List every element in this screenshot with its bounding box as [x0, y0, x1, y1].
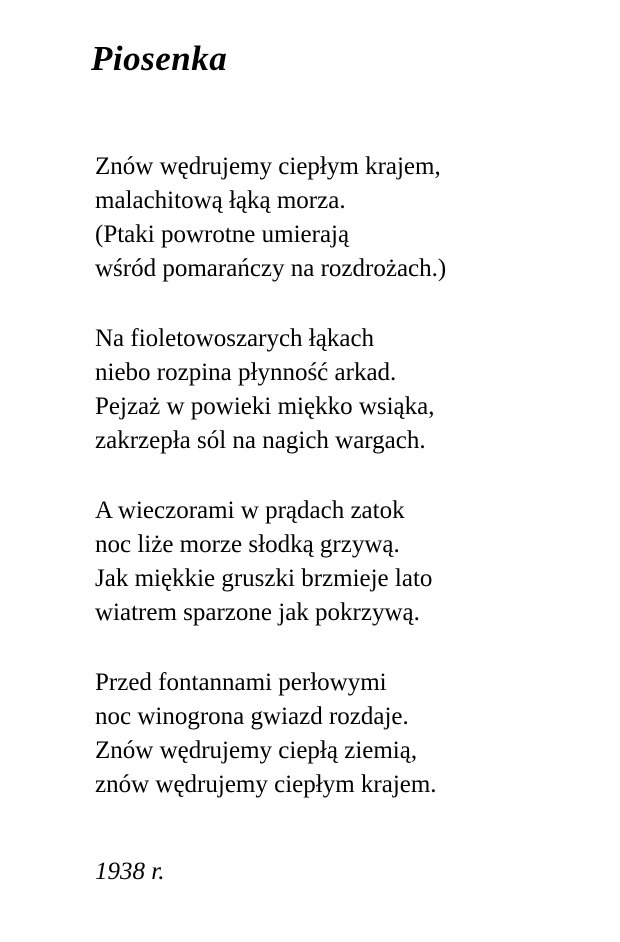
poem-date: 1938 r.	[95, 858, 165, 885]
verse-line: Znów wędrujemy ciepłą ziemią,	[95, 737, 418, 764]
poem-title: Piosenka	[91, 39, 228, 78]
verse-line: Jak miękkie gruszki brzmieje lato	[95, 565, 433, 592]
verse-line: Na fioletowoszarych łąkach	[95, 325, 375, 352]
verse-line: wiatrem sparzone jak pokrzywą.	[95, 599, 420, 626]
verse-line: noc winogrona gwiazd rozdaje.	[95, 703, 409, 730]
stanza-2	[95, 322, 605, 458]
verse-line: wśród pomarańczy na rozdrożach.)	[95, 255, 447, 282]
verse-line: noc liże morze słodką grzywą.	[95, 531, 400, 558]
verse-line: malachitową łąką morza.	[95, 187, 346, 214]
stanza-1	[95, 150, 605, 286]
verse-line: zakrzepła sól na nagich wargach.	[95, 427, 426, 454]
verse-line: Znów wędrujemy ciepłym krajem,	[95, 153, 441, 180]
verse-line: niebo rozpina płynność arkad.	[95, 359, 397, 386]
verse-line: znów wędrujemy ciepłym krajem.	[95, 771, 437, 798]
verse-line: Pejzaż w powieki miękko wsiąka,	[95, 393, 435, 420]
verse-line: A wieczorami w prądach zatok	[95, 497, 405, 524]
stanza-4	[95, 666, 605, 802]
stanza-3	[95, 494, 605, 630]
verse-line: Przed fontannami perłowymi	[95, 669, 387, 696]
verse-line: (Ptaki powrotne umierają	[95, 221, 350, 248]
poem-body	[95, 150, 605, 838]
